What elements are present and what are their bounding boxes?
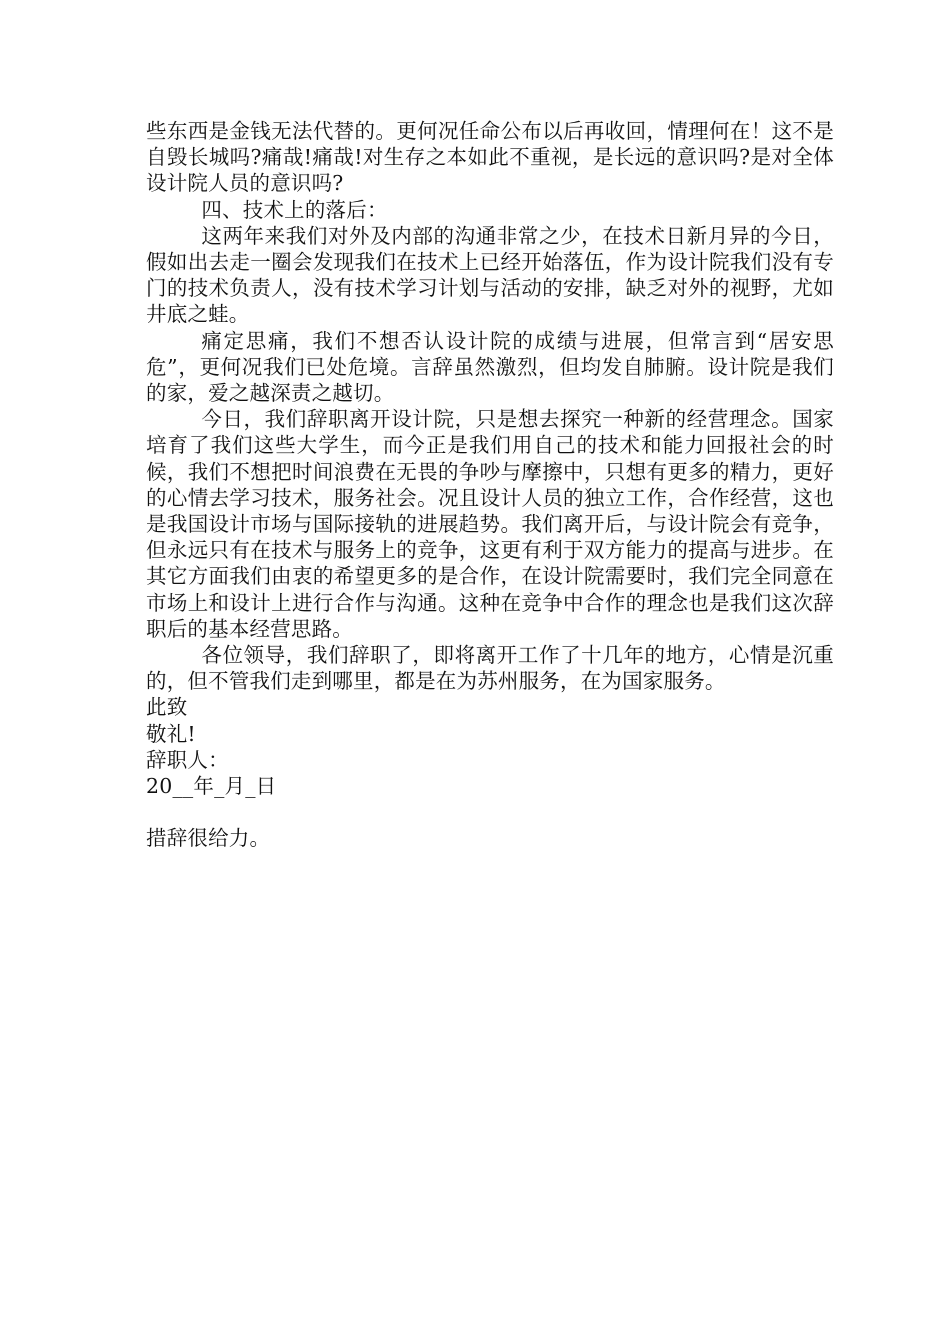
- paragraph: 痛定思痛，我们不想否认设计院的成绩与进展，但常言到“居安思危”，更何况我们已处危境。言辞虽然激烈，但均发自肺腑。设计院是我们的家，爱之越深责之越切。: [146, 328, 834, 406]
- document-body: [146, 118, 834, 851]
- section-heading: 四、技术上的落后：: [201, 197, 388, 222]
- paragraph: 些东西是金钱无法代替的。更何况任命公布以后再收回，情理何在！这不是自毁长城吗?痛哉!痛哉!对生存之本如此不重视，是长远的意识吗?是对全体设计院人员的意识吗?: [146, 119, 834, 196]
- footer-note: 措辞很给力。: [146, 826, 271, 851]
- closing-regards: 敬礼!: [146, 721, 196, 746]
- spacer: [146, 799, 834, 825]
- signer-label: 辞职人：: [146, 747, 229, 772]
- paragraph: 各位领导，我们辞职了，即将离开工作了十几年的地方，心情是沉重的，但不管我们走到哪里，都是在为苏州服务，在为国家服务。: [146, 643, 834, 694]
- paragraph: 今日，我们辞职离开设计院，只是想去探究一种新的经营理念。国家培育了我们这些大学生，而今正是我们用自己的技术和能力回报社会的时候，我们不想把时间浪费在无畏的争吵与摩擦中，只想有更多的精力，更好的心情去学习技术，服务社会。况且设计人员的独立工作，合作经营，这也是我国设计市场与国际接轨的进展趋势。我们离开后，与设计院会有竞争，但永远只有在技术与服务上的竞争，这更有利于双方能力的提高与进步。在其它方面我们由衷的希望更多的是合作，在设计院需要时，我们完全同意在市场上和设计上进行合作与沟通。这种在竞争中合作的理念也是我们这次辞职后的基本经营思路。: [146, 407, 834, 641]
- date-line: 20__年_月_日: [146, 774, 277, 799]
- closing-salutation: 此致: [146, 695, 188, 720]
- paragraph: 这两年来我们对外及内部的沟通非常之少，在技术日新月异的今日，假如出去走一圈会发现我们在技术上已经开始落伍，作为设计院我们没有专门的技术负责人，没有技术学习计划与活动的安排，缺乏对外的视野，尤如井底之蛙。: [146, 223, 834, 327]
